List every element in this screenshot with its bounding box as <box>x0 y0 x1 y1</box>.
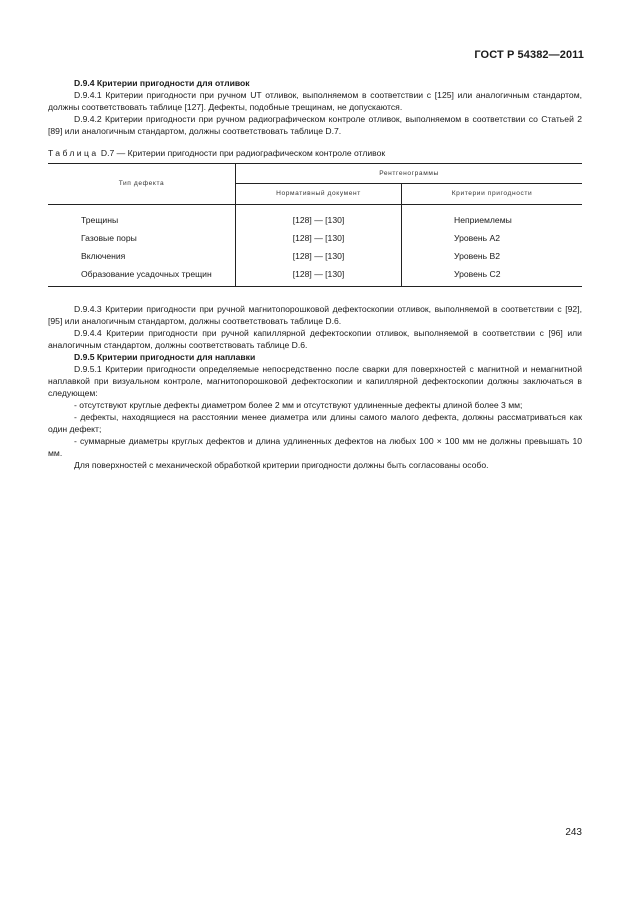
column-header-defect-type: Тип дефекта <box>48 164 236 205</box>
bullet-item: - суммарные диаметры круглых дефектов и длина удлиненных дефектов на любых 100 × 100 мм не должны превышать 10 мм. <box>48 436 582 458</box>
table-row <box>48 229 582 247</box>
page-number: 243 <box>565 827 582 838</box>
table-row <box>48 247 582 265</box>
table-row <box>48 265 582 287</box>
cell-defect-type: Включения <box>48 247 236 265</box>
cell-norm-doc: [128] — [130] <box>236 265 402 287</box>
table-caption-text: D.7 — Критерии пригодности при радиографическом контроле отливок <box>100 148 386 158</box>
post-table-text <box>48 303 582 471</box>
cell-defect-type: Газовые поры <box>48 229 236 247</box>
cell-norm-doc: [128] — [130] <box>236 229 402 247</box>
cell-defect-type: Образование усадочных трещин <box>48 265 236 287</box>
table-caption-label: Таблица <box>48 148 99 158</box>
cell-norm-doc: [128] — [130] <box>236 205 402 230</box>
column-header-radiograms: Рентгенограммы <box>236 164 583 184</box>
paragraph-d941: D.9.4.1 Критерии пригодности при ручном UT отливок, выполняемом в соответствии с [125] или аналогичным стандартом, должны соответствовать таблице [127]. Дефекты, подобные трещинам, не допускаются. <box>48 90 582 112</box>
section-heading-d95: D.9.5 Критерии пригодности для наплавки <box>74 352 256 362</box>
column-header-criteria: Критерии пригодности <box>402 184 583 205</box>
cell-criteria: Уровень А2 <box>454 233 501 243</box>
cell-criteria: Неприемлемы <box>454 215 512 225</box>
paragraph-d943: D.9.4.3 Критерии пригодности при ручной магнитопорошковой дефектоскопии отливок, выполняемой в соответствии с [92], [95] или аналогичным стандартом, должны соответствовать таблице D.6. <box>48 304 582 326</box>
bullet-item: - дефекты, находящиеся на расстоянии менее диаметра или длины самого малого дефекта, должны рассматриваться как один дефект; <box>48 412 582 434</box>
table-caption <box>48 147 582 159</box>
criteria-table <box>48 163 582 287</box>
cell-norm-doc: [128] — [130] <box>236 247 402 265</box>
bullet-item: - отсутствуют круглые дефекты диаметром более 2 мм и отсутствуют удлиненные дефекты длиной более 3 мм; <box>74 400 523 410</box>
paragraph-d951: D.9.5.1 Критерии пригодности определяемые непосредственно после сварки для поверхностей с магнитной и немагнитной наплавкой при визуальном контроле, магнитопорошковой дефектоскопии и капиллярной дефектоскопии должны заключаться в следующем: <box>48 364 582 398</box>
section-heading-d94: D.9.4 Критерии пригодности для отливок <box>74 78 250 88</box>
paragraph-d942: D.9.4.2 Критерии пригодности при ручном радиографическом контроле отливок, выполняемом в соответствии со Статьей 2 [89] или аналогичным стандартом, должны соответствовать таблице D.7. <box>48 114 582 136</box>
paragraph-machined: Для поверхностей с механической обработкой критерии пригодности должны быть согласованы особо. <box>74 460 489 470</box>
cell-defect-type: Трещины <box>48 205 236 230</box>
cell-criteria: Уровень С2 <box>402 265 583 287</box>
column-header-norm-doc: Нормативный документ <box>236 184 402 205</box>
body-text <box>48 77 582 471</box>
standard-designation: ГОСТ Р 54382—2011 <box>474 49 584 61</box>
table-row <box>48 205 582 230</box>
cell-criteria: Уровень В2 <box>454 251 501 261</box>
paragraph-d944: D.9.4.4 Критерии пригодности при ручной капиллярной дефектоскопии отливок, выполняемой в соответствии с [96] или аналогичным стандартом, должны соответствовать таблице D.6. <box>48 328 582 350</box>
